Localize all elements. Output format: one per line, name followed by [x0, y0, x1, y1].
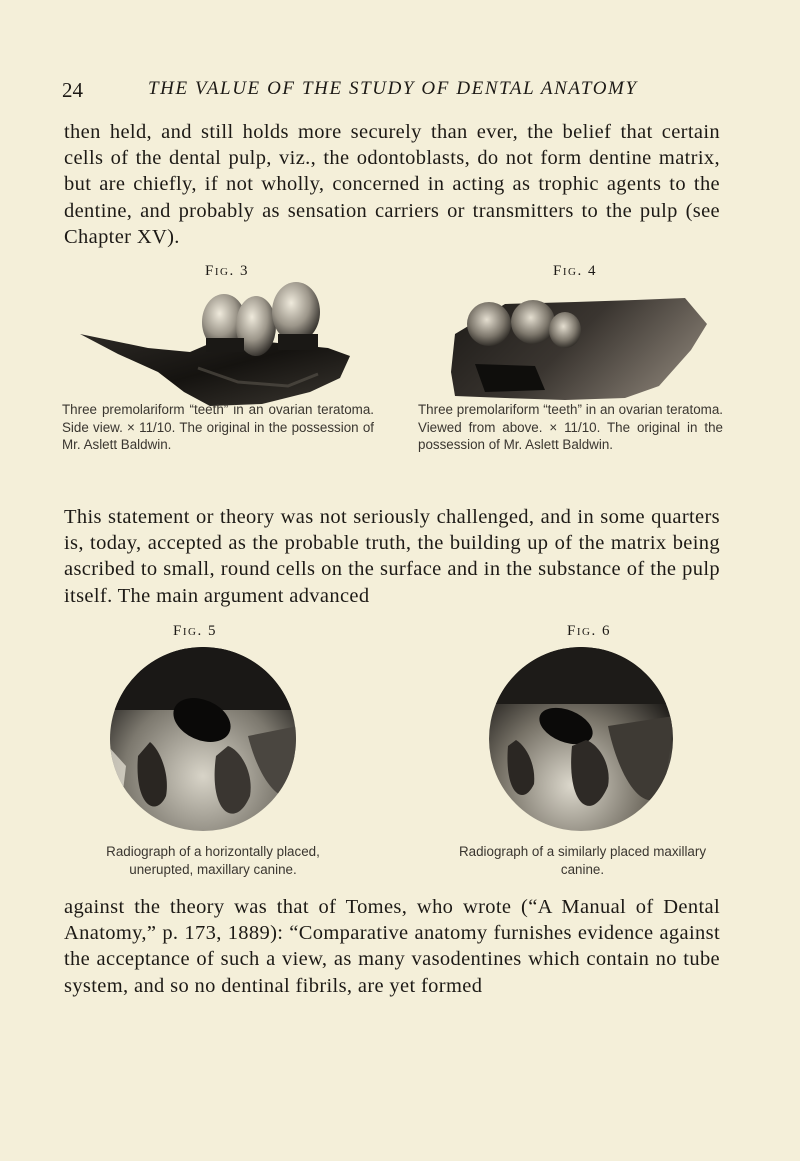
body-paragraph: This statement or theory was not seriously challenged, and in some quarters is, today, accepted as the probable truth, the building up of the matrix being ascribed to small, round cells on the surface and in the substance of the pulp itself. The main argument advanced: [64, 506, 720, 607]
figure-6-label: Fig. 6: [567, 623, 611, 639]
figure-5-caption: Radiograph of a horizontally placed, unerupted, maxillary canine.: [106, 844, 320, 877]
figure-3-image: [78, 282, 354, 408]
figure-4-image: [445, 294, 707, 402]
figure-6-image: [488, 646, 674, 832]
figure-4-label: Fig. 4: [553, 263, 597, 279]
page-number: 24: [62, 78, 83, 102]
running-head: [62, 78, 738, 104]
figure-5-label: Fig. 5: [173, 623, 217, 639]
body-paragraph: against the theory was that of Tomes, who wrote (“A Manual of Dental Anatomy,” p. 173, 1889): “Comparative anatomy furnishes evidence against the acceptance of such a view, as many vasodentines which contain no tube system, and so no dentinal fibrils, are yet formed: [64, 896, 720, 997]
figure-4-caption: Three premolariform “teeth” in an ovarian teratoma. Viewed from above. × 11/10. The original in the possession of Mr. Aslett Baldwin.: [418, 402, 723, 453]
figure-5-image: [108, 646, 298, 832]
figure-6-caption: Radiograph of a similarly placed maxillary canine.: [458, 844, 707, 877]
figure-3-label: Fig. 3: [205, 263, 249, 279]
body-paragraph: then held, and still holds more securely than ever, the belief that certain cells of the dental pulp, viz., the odontoblasts, do not form dentine matrix, but are chiefly, if not wholly, concerned in acting as trophic agents to the dentine, and probably as sensation carriers or transmitters to the pulp (see Chapter XV).: [64, 121, 720, 248]
figure-3-caption: Three premolariform “teeth” in an ovarian teratoma. Side view. × 11/10. The original in the possession of Mr. Aslett Baldwin.: [62, 402, 374, 453]
running-title: THE VALUE OF THE STUDY OF DENTAL ANATOMY: [148, 78, 638, 99]
